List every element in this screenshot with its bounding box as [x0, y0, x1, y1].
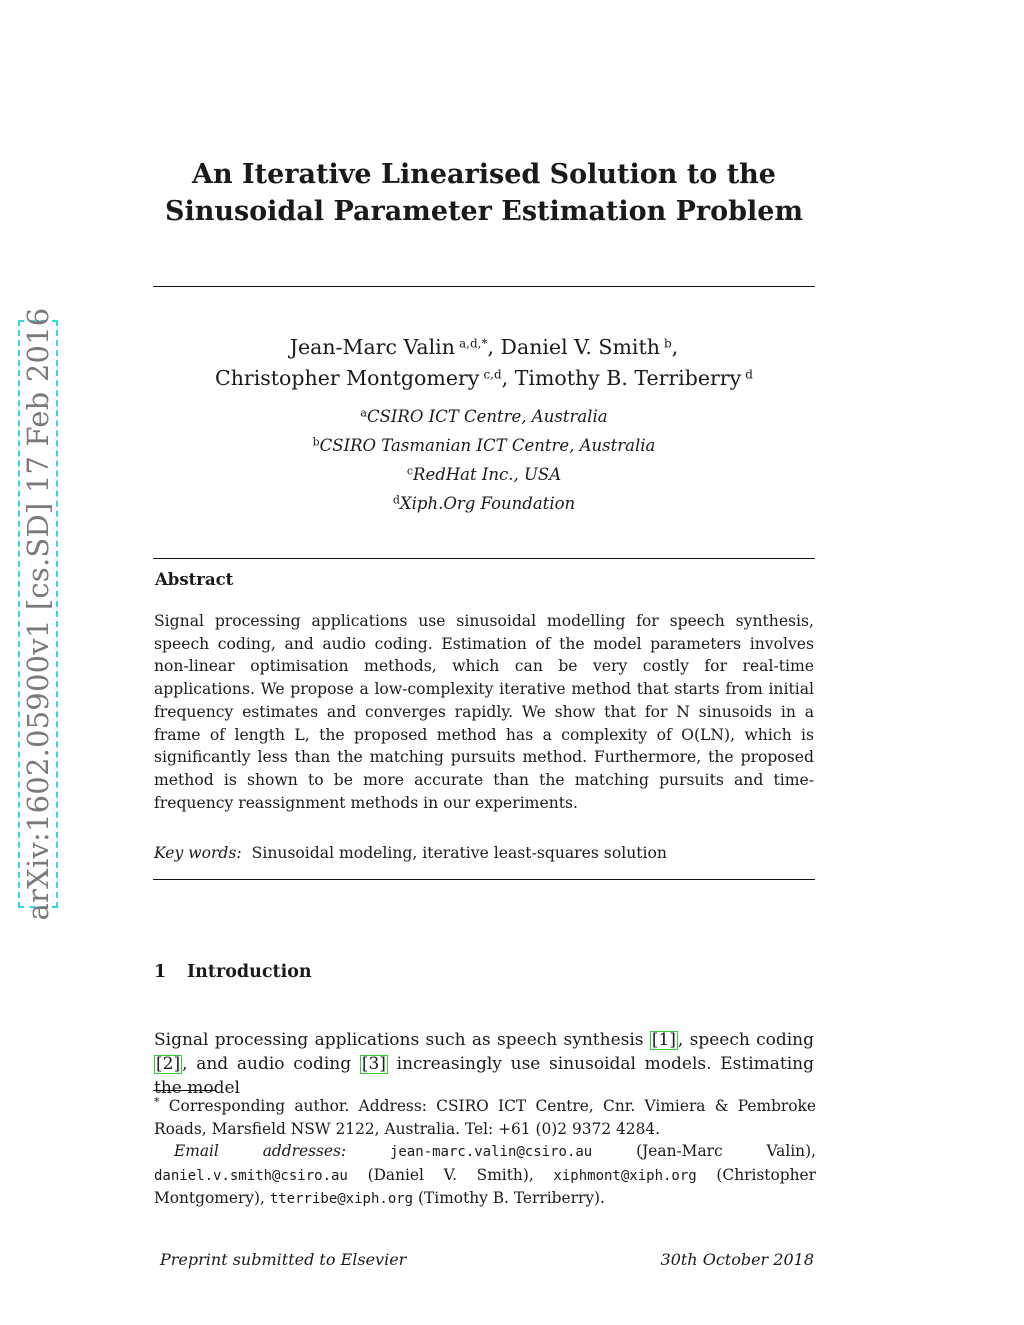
affiliation-c — [150, 464, 818, 486]
footer-preprint: Preprint submitted to Elsevier — [160, 1250, 407, 1269]
affiliation-text: CSIRO Tasmanian ICT Centre, Australia — [319, 436, 656, 455]
footnote-rule — [153, 1090, 215, 1091]
email-owner: (Christopher Montgomery), — [154, 1165, 816, 1207]
email-link[interactable]: jean-marc.valin@csiro.au — [389, 1144, 593, 1160]
section-title: Introduction — [187, 962, 312, 982]
keywords — [154, 844, 667, 862]
footnote-mark: * — [154, 1095, 160, 1109]
author-name: Jean-Marc Valin — [289, 335, 455, 359]
footnote — [154, 1095, 816, 1211]
author-list — [150, 332, 818, 394]
affiliation-text: Xiph.Org Foundation — [399, 494, 576, 513]
email-link[interactable]: daniel.v.smith@csiro.au — [154, 1167, 348, 1184]
affiliation-text: CSIRO ICT Centre, Australia — [366, 407, 608, 426]
intro-text: , and audio coding — [182, 1054, 360, 1074]
keywords-text: Sinusoidal modeling, iterative least-squares solution — [251, 844, 667, 862]
header-rule — [153, 286, 815, 287]
footnote-corresponding — [154, 1095, 816, 1140]
author-line-1: Jean-Marc Valin $^{a,d,*}$, Daniel V. Smith $^b$, — [289, 335, 679, 359]
email-owner: (Daniel V. Smith), — [367, 1165, 534, 1184]
intro-paragraph — [154, 1028, 814, 1100]
footnote-text: Corresponding author. Address: CSIRO ICT Centre, Cnr. Vimiera & Pembroke Roads, Marsfield NSW 2122, Australia. Tel: +61 (0)2 9372 4284. — [154, 1097, 816, 1138]
affiliation-mark: c — [406, 464, 414, 478]
arxiv-stamp[interactable]: arXiv:1602.05900v1 [cs.SD] 17 Feb 2016 — [21, 307, 55, 921]
affiliation-mark: a — [360, 406, 367, 420]
affiliation-text: RedHat Inc., USA — [413, 465, 562, 484]
footer-date: 30th October 2018 — [660, 1250, 814, 1269]
section-heading — [154, 962, 312, 982]
abstract-top-rule — [153, 558, 815, 559]
affiliation-a — [150, 406, 818, 428]
email-owner: (Timothy B. Terriberry). — [418, 1189, 605, 1207]
author-name: Timothy B. Terriberry — [514, 366, 742, 390]
affiliation-d — [150, 493, 818, 515]
intro-text: , speech coding — [677, 1030, 814, 1050]
email-link[interactable]: tterribe@xiph.org — [269, 1191, 414, 1207]
author-affil-mark: c,d — [483, 367, 502, 382]
author-name: Christopher Montgomery — [215, 366, 480, 390]
citation-link[interactable]: [2] — [156, 1054, 181, 1074]
citation-link[interactable]: [1] — [651, 1030, 676, 1050]
section-number: 1 — [154, 962, 167, 982]
affiliation-mark: d — [392, 493, 400, 507]
citation-link[interactable]: [3] — [361, 1054, 386, 1074]
intro-text: Signal processing applications such as speech synthesis — [154, 1030, 650, 1050]
footnote-emails — [154, 1140, 816, 1211]
intro-text: increasingly use sinusoidal models. Estimating the model — [154, 1054, 815, 1098]
paper-title — [150, 156, 818, 230]
affiliation-b — [150, 435, 818, 457]
author-line-2: Christopher Montgomery $^{c,d}$, Timothy B. Terriberry $^d$ — [215, 366, 753, 390]
abstract-heading: Abstract — [155, 570, 234, 589]
email-owner: (Jean-Marc Valin), — [636, 1142, 816, 1160]
keywords-label: Key words: — [154, 844, 242, 862]
email-link[interactable]: xiphmont@xiph.org — [553, 1167, 697, 1184]
abstract-bottom-rule — [153, 879, 815, 880]
author-affil-mark: a,d,* — [459, 336, 488, 351]
abstract-text: Signal processing applications use sinusoidal modelling for speech synthesis, speech coding, and audio coding. Estimation of the model parameters involves non-linear optimisation methods, which can be very costly for real-time applications. We propose a low-complexity iterative method that starts from initial frequency estimates and converges rapidly. We show that for N sinusoids in a frame of length L, the proposed method has a complexity of O(LN), which is significantly less than the matching pursuits method. Furthermore, the proposed method is shown to be more accurate than the matching pursuits and time-frequency reassignment methods in our experiments. — [154, 612, 814, 812]
author-affil-mark: b — [664, 336, 672, 351]
title-line-2: Sinusoidal Parameter Estimation Problem — [164, 196, 804, 227]
affiliation-mark: b — [312, 435, 320, 449]
email-label: Email addresses: — [174, 1142, 347, 1160]
title-line-1: An Iterative Linearised Solution to the — [192, 159, 776, 190]
author-name: Daniel V. Smith — [500, 335, 660, 359]
author-affil-mark: d — [745, 367, 753, 382]
